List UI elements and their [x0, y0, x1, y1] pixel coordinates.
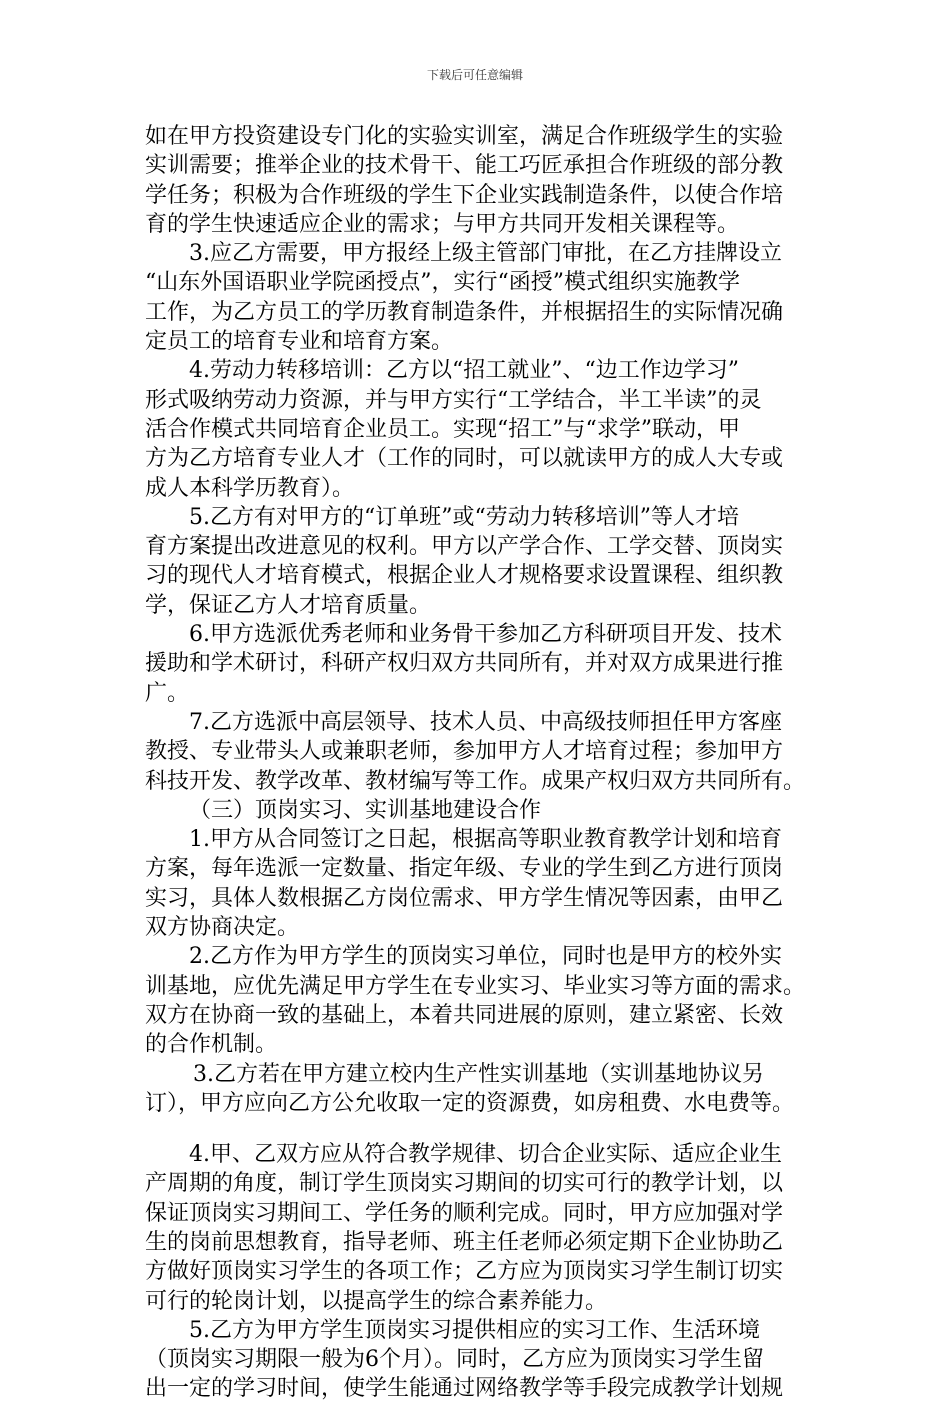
section-heading: （三）顶岗实习、实训基地建设合作 [189, 797, 542, 823]
paragraph-start: 2.乙方作为甲方学生的顶岗实习单位，同时也是甲方的校外实 [189, 944, 782, 970]
document-body [145, 122, 835, 1404]
text-line: 育方案提出改进意见的权利。甲方以产学合作、工学交替、顶岗实 [145, 534, 784, 560]
paragraph-gap [145, 1118, 835, 1140]
text-line: 习的现代人才培育模式，根据企业人才规格要求设置课程、组织教 [145, 563, 784, 589]
text-line: 保证顶岗实习期间工、学任务的顺利完成。同时，甲方应加强对学 [145, 1200, 784, 1226]
text-line: 成人本科学历教育）。 [145, 475, 355, 501]
text-line: 可行的轮岗计划，以提高学生的综合素养能力。 [145, 1288, 608, 1314]
text-line: 形式吸纳劳动力资源，并与甲方实行“工学结合，半工半读”的灵 [145, 387, 762, 413]
text-line: 双方协商决定。 [145, 915, 300, 941]
text-line: 活合作模式共同培育企业员工。实现“招工”与“求学”联动，甲 [145, 416, 740, 442]
text-line: （顶岗实习期限一般为6个月）。同时，乙方应为顶岗实习学生留 [145, 1347, 764, 1373]
text-line: 教授、专业带头人或兼职老师，参加甲方人才培育过程；参加甲方 [145, 739, 784, 765]
paragraph-start: 5.乙方为甲方学生顶岗实习提供相应的实习工作、生活环境 [189, 1317, 760, 1343]
text-line: 定员工的培育专业和培育方案。 [145, 329, 454, 355]
paragraph-start: 7.乙方选派中高层领导、技术人员、中高级技师担任甲方客座 [189, 709, 782, 735]
text-line: 广。 [145, 680, 190, 706]
text-line: 出一定的学习时间，使学生能通过网络教学等手段完成教学计划规 [145, 1376, 784, 1402]
paragraph-start: 6.甲方选派优秀老师和业务骨干参加乙方科研项目开发、技术 [189, 622, 782, 648]
paragraph-start: 3.乙方若在甲方建立校内生产性实训基地（实训基地协议另 [193, 1061, 764, 1087]
text-line: “山东外国语职业学院函授点”，实行“函授”模式组织实施教学 [145, 270, 740, 296]
text-line: 科技开发、教学改革、教材编写等工作。成果产权归双方共同所有。 [145, 768, 806, 794]
text-line: 援助和学术研讨，科研产权归双方共同所有，并对双方成果进行推 [145, 651, 784, 677]
paragraph-start: 3.应乙方需要，甲方报经上级主管部门审批，在乙方挂牌设立 [189, 241, 782, 267]
text-line: 工作，为乙方员工的学历教育制造条件，并根据招生的实际情况确 [145, 299, 784, 325]
text-line: 双方在协商一致的基础上，本着共同进展的原则，建立紧密、长效 [145, 1002, 784, 1028]
text-line: 实习，具体人数根据乙方岗位需求、甲方学生情况等因素，由甲乙 [145, 885, 784, 911]
text-line: 训基地，应优先满足甲方学生在专业实习、毕业实习等方面的需求。 [145, 973, 806, 999]
paragraph-start: 5.乙方有对甲方的“订单班”或“劳动力转移培训”等人才培 [189, 504, 739, 530]
text-line: 学，保证乙方人才培育质量。 [145, 592, 432, 618]
text-line: 方案，每年选派一定数量、指定年级、专业的学生到乙方进行顶岗 [145, 856, 784, 882]
paragraph-start: 4.劳动力转移培训：乙方以“招工就业”、“边工作边学习” [189, 358, 739, 384]
text-line: 育的学生快速适应企业的需求；与甲方共同开发相关课程等。 [145, 211, 740, 237]
paragraph-start: 1.甲方从合同签订之日起，根据高等职业教育教学计划和培育 [189, 827, 782, 853]
text-line: 订），甲方应向乙方公允收取一定的资源费，如房租费、水电费等。 [145, 1090, 795, 1116]
text-line: 产周期的角度，制订学生顶岗实习期间的切实可行的教学计划，以 [145, 1171, 784, 1197]
text-line: 实训需要；推举企业的技术骨干、能工巧匠承担合作班级的部分教 [145, 153, 784, 179]
text-line: 学任务；积极为合作班级的学生下企业实践制造条件，以使合作培 [145, 182, 784, 208]
text-line: 生的岗前思想教育，指导老师、班主任老师必须定期下企业协助乙 [145, 1229, 784, 1255]
text-line: 方为乙方培育专业人才（工作的同时，可以就读甲方的成人大专或 [145, 446, 784, 472]
text-line: 方做好顶岗实习学生的各项工作；乙方应为顶岗实习学生制订切实 [145, 1259, 784, 1285]
paragraph-start: 4.甲、乙双方应从符合教学规律、切合企业实际、适应企业生 [189, 1142, 782, 1168]
text-line: 如在甲方投资建设专门化的实验实训室，满足合作班级学生的实验 [145, 124, 784, 149]
page-header: 下载后可任意编辑 [426, 68, 523, 82]
text-line: 的合作机制。 [145, 1032, 278, 1058]
